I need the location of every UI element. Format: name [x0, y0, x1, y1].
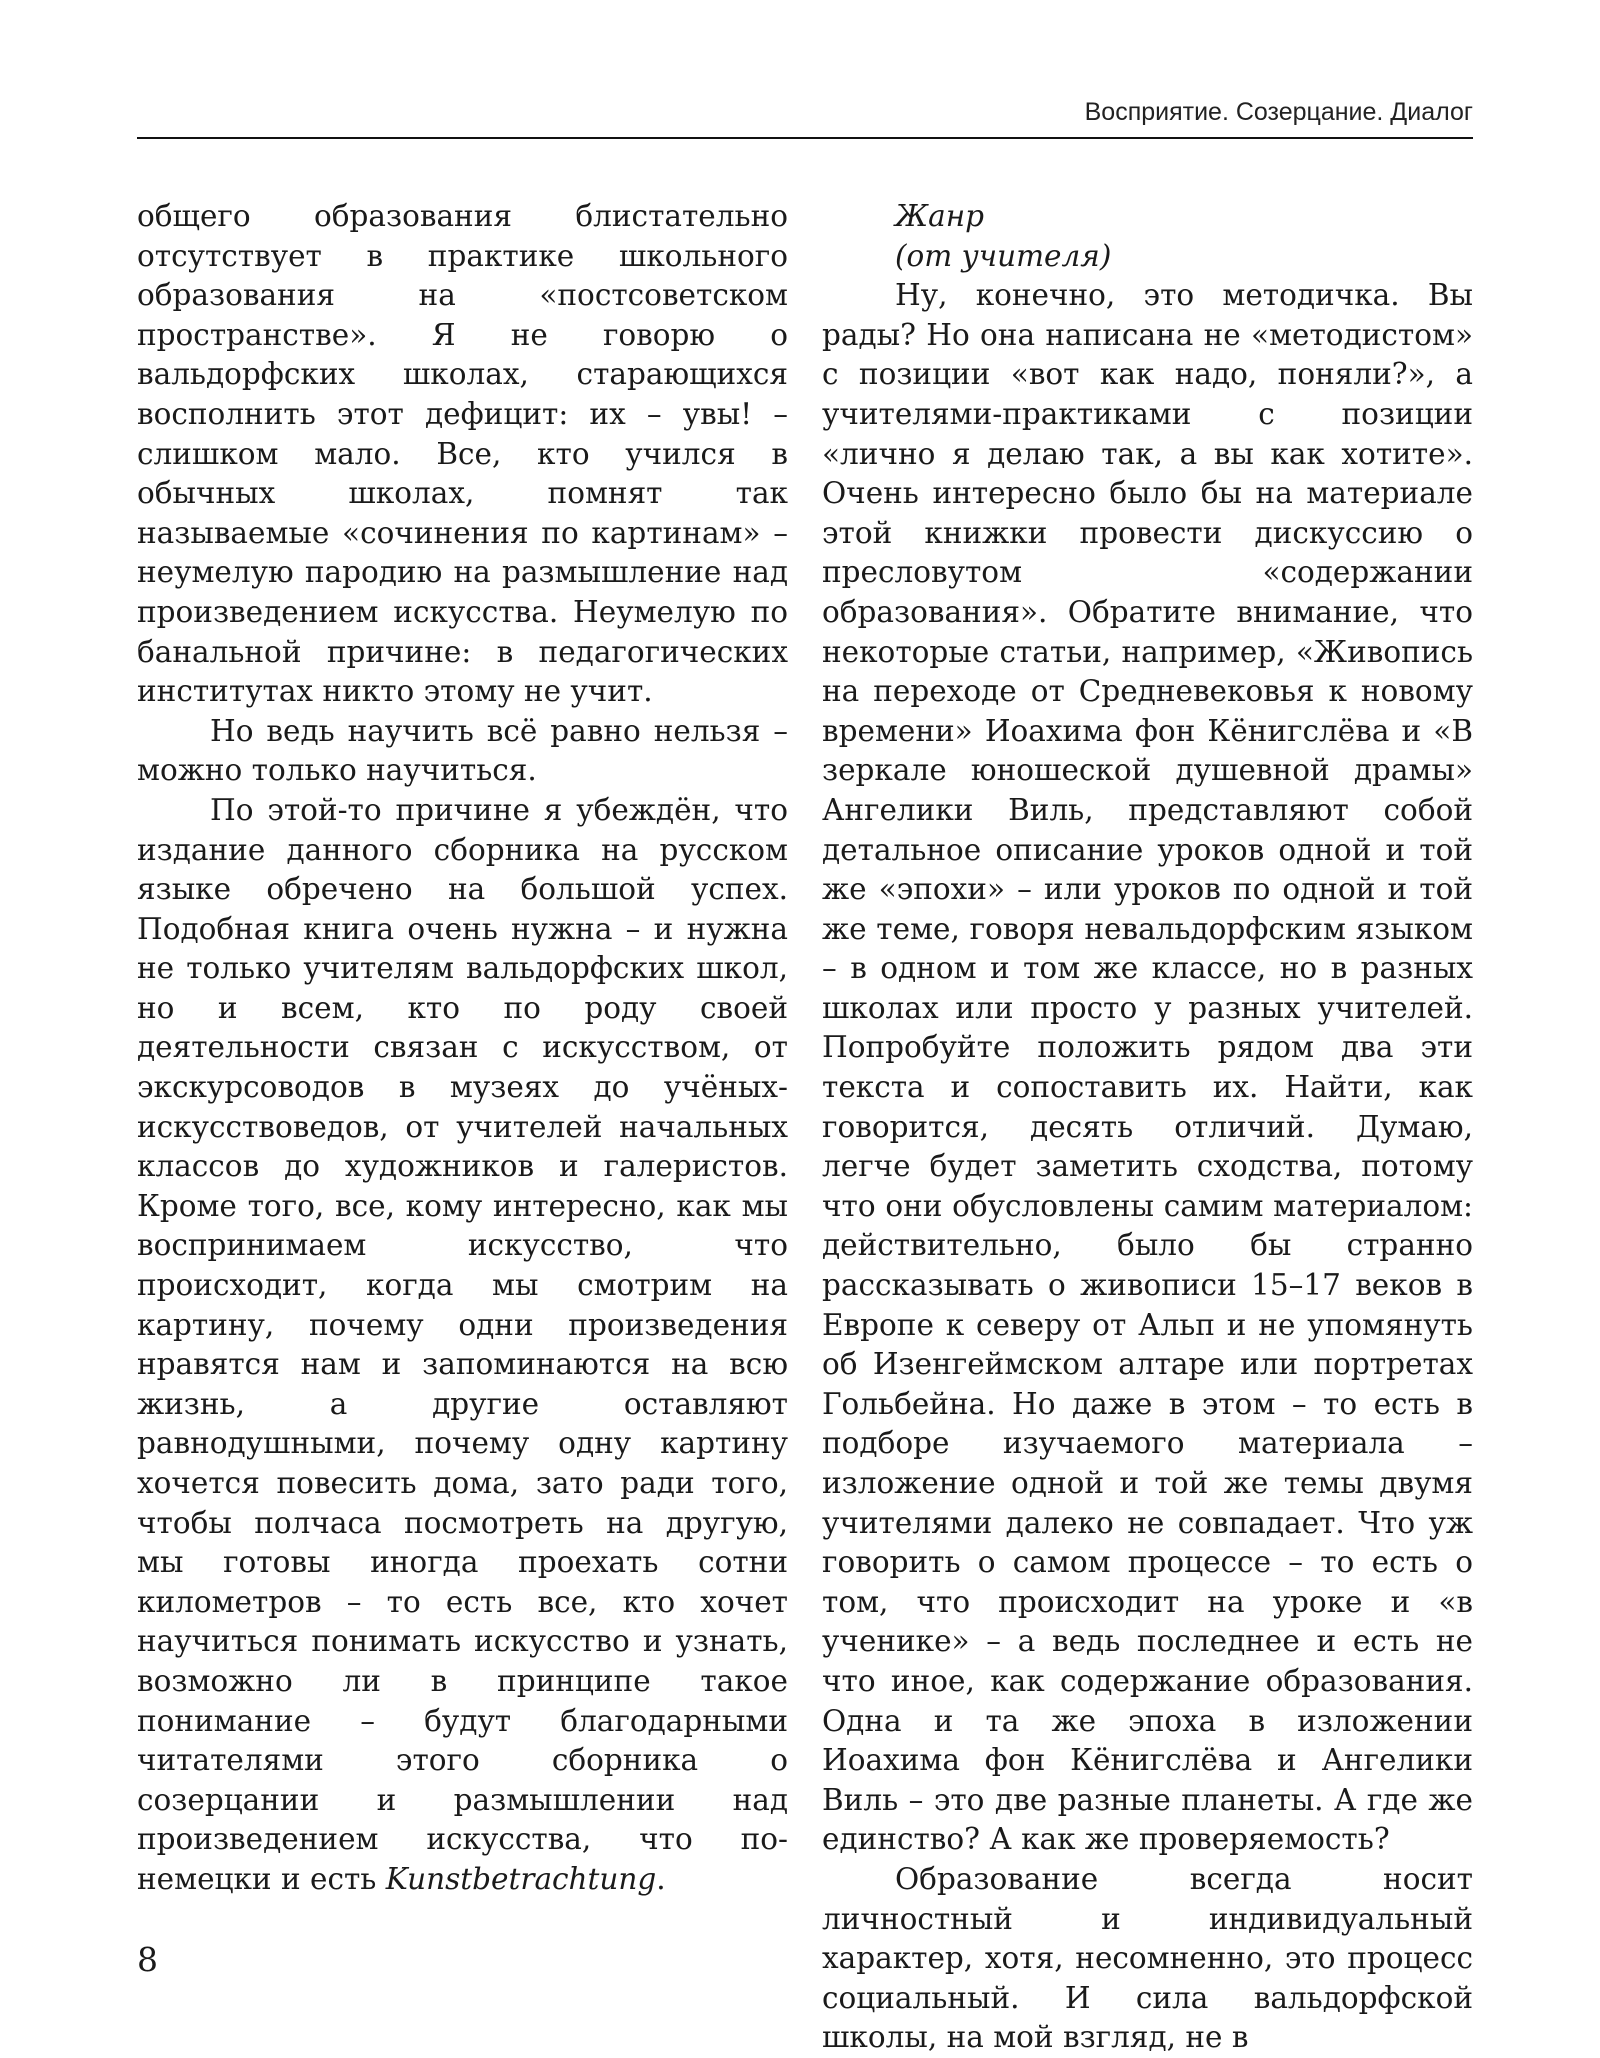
paragraph-end: .	[656, 1861, 666, 1896]
paragraph: общего образования блистательно отсутствует в практике школьного образования на «постсоветском пространстве». Я не говорю о вальдорфских школах, старающихся восполнить этот дефицит: их – увы! – слишком мало. Все, кто учился в обычных школах, помнят так называемые «сочинения по картинам» – неумелую пародию на размышление над произведением искусства. Неумелую по банальной причине: в педагогических институтах никто этому не учит.	[137, 199, 788, 709]
right-column	[822, 197, 1473, 2058]
page-number: 8	[137, 1940, 158, 1979]
paragraph: Образование всегда носит личностный и индивидуальный характер, хотя, несомненно, это процесс социальный. И сила вальдорфской школы, на мой взгляд, не в	[822, 1861, 1473, 2055]
left-column	[137, 197, 788, 1900]
header-rule	[137, 137, 1473, 139]
paragraph: Ну, конечно, это методичка. Вы рады? Но она написана не «методистом» с позиции «вот как надо, поняли?», а учителями-практиками с позиции «лично я делаю так, а вы как хотите». Очень интересно было бы на материале этой книжки провести дискуссию о пресловутом «содержании образования». Обратите внимание, что некоторые статьи, например, «Живопись на переходе от Средневековья к новому времени» Иоахима фон Кёнигслёва и «В зеркале юношеской душевной драмы» Ангелики Виль, представляют собой детальное описание уроков одной и той же «эпохи» – или уроков по одной и той же теме, говоря невальдорфским языком – в одном и том же классе, но в разных школах или просто у разных учителей. Попробуйте положить рядом два эти текста и сопоставить их. Найти, как говорится, десять отличий. Думаю, легче будет заметить сходства, потому что они обусловлены самим материалом: действительно, было бы странно рассказывать о живописи 15–17 веков в Европе к северу от Альп и не упомянуть об Изенгеймском алтаре или портретах Гольбейна. Но даже в этом – то есть в подборе изучаемого материала – изложение одной и той же темы двумя учителями далеко не совпадает. Что уж говорить о самом процессе – то есть о том, что происходит на уроке и «в ученике» – а ведь последнее и есть не что иное, как содержание образования. Одна и та же эпоха в изложении Иоахима фон Кёнигслёва и Ангелики Виль – это две разные планеты. А где же единство? А как же проверяемость?	[822, 278, 1473, 1857]
section-subtitle: (от учителя)	[895, 238, 1112, 273]
german-term: Kunstbetrachtung	[385, 1861, 657, 1896]
paragraph: Но ведь научить всё равно нельзя – можно только научиться.	[137, 713, 788, 788]
running-header: Восприятие. Созерцание. Диалог	[1084, 98, 1473, 126]
paragraph	[137, 791, 788, 1900]
section-title	[822, 197, 1473, 276]
section-title-line: Жанр	[895, 199, 985, 233]
paragraph-text: По этой-то причине я убеждён, что издание данного сборника на русском языке обречено на большой успех. Подобная книга очень нужна – и нужна не только учителям вальдорфских школ, но и всем, кто по роду своей деятельности связан с искусством, от экскурсоводов в музеях до учёных-искусствоведов, от учителей начальных классов до художников и галеристов. Кроме того, все, кому интересно, как мы воспринимаем искусство, что происходит, когда мы смотрим на картину, почему одни произведения нравятся нам и запоминаются на всю жизнь, а другие оставляют равнодушными, почему одну картину хочется повесить дома, зато ради того, чтобы полчаса посмотреть на другую, мы готовы иногда проехать сотни километров – то есть все, кто хочет научиться понимать искусство и узнать, возможно ли в принципе такое понимание – будут благодарными читателями этого сборника о созерцании и размышлении над произведением искусства, что по-немецки и есть	[137, 792, 788, 1896]
